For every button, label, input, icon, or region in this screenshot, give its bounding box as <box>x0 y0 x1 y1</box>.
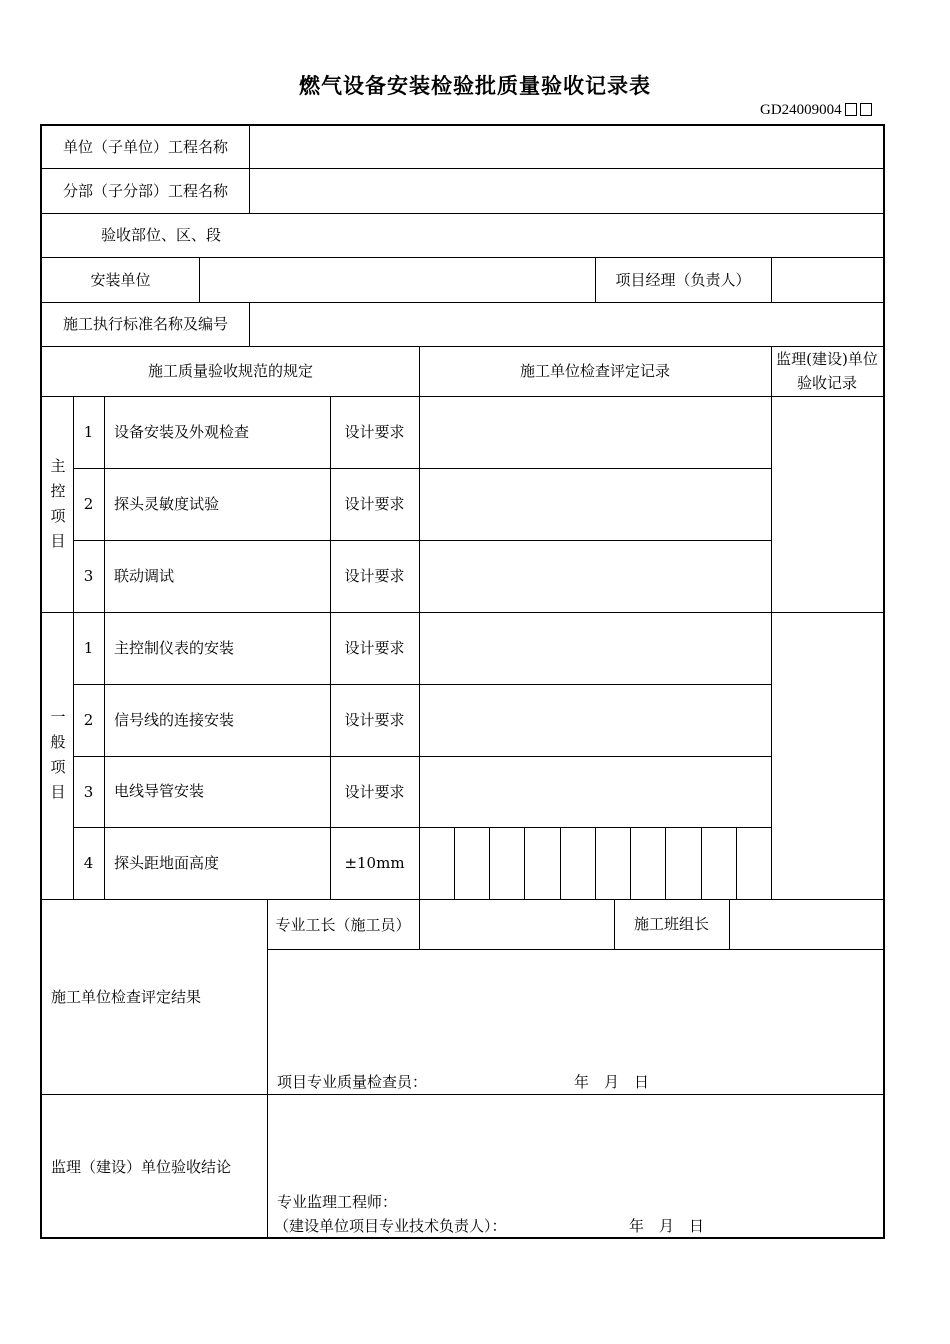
owner-tech-lead-label: （建设单位项目专业技术负责人）： <box>274 1217 507 1235</box>
code-box-1[interactable] <box>845 103 857 116</box>
conclusion-date-label: 年 月 日 <box>629 1217 705 1235</box>
general-item-requirement: 设计要求 <box>344 711 405 729</box>
main-items-group-label <box>43 454 73 554</box>
team-leader-label: 施工班组长 <box>633 915 709 933</box>
form-code-text: GD24009004 <box>760 102 842 118</box>
general-item-no: 1 <box>83 639 94 657</box>
rule <box>560 827 561 899</box>
group-char: 主 <box>50 457 66 475</box>
rule <box>595 827 596 899</box>
main-item-requirement: 设计要求 <box>344 495 405 513</box>
general-item-no: 2 <box>83 711 94 729</box>
main-item-name: 设备安装及外观检查 <box>114 423 250 441</box>
unit-project-name-label: 单位（子单位）工程名称 <box>62 138 228 156</box>
inspection-form-table <box>40 124 885 1239</box>
group-char: 项 <box>50 758 66 776</box>
rule <box>454 827 455 899</box>
foreman-field[interactable] <box>420 900 614 949</box>
rule <box>73 827 771 828</box>
general-item-requirement: 设计要求 <box>344 782 405 801</box>
form-code <box>760 102 872 119</box>
standard-name-label: 施工执行标准名称及编号 <box>62 315 228 333</box>
install-unit-label: 安装单位 <box>90 270 151 289</box>
main-items-supervision-field[interactable] <box>772 397 883 612</box>
main-item-name: 探头灵敏度试验 <box>114 495 220 513</box>
quality-inspector-label: 项目专业质量检查员： <box>277 1073 428 1091</box>
group-char: 项 <box>50 507 66 525</box>
foreman-label: 专业工长（施工员） <box>275 916 411 934</box>
rule <box>736 827 737 899</box>
rule <box>524 827 525 899</box>
spec-column-header: 施工质量验收规范的规定 <box>147 362 313 380</box>
main-items-record-field[interactable] <box>420 397 771 612</box>
rule <box>665 827 666 899</box>
sub-project-name-label: 分部（子分部）工程名称 <box>62 181 228 200</box>
project-manager-label: 项目经理（负责人） <box>615 270 751 289</box>
unit-project-name-field[interactable] <box>250 126 883 168</box>
main-item-name: 联动调试 <box>114 567 175 585</box>
general-item-name: 信号线的连接安装 <box>114 711 235 729</box>
project-manager-field[interactable] <box>772 258 883 302</box>
main-item-no: 2 <box>83 495 94 513</box>
code-box-2[interactable] <box>860 103 872 116</box>
general-items-group-label <box>43 705 73 805</box>
standard-name-field[interactable] <box>250 303 883 346</box>
supervising-engineer-label: 专业监理工程师： <box>277 1193 398 1211</box>
main-item-requirement: 设计要求 <box>344 423 405 441</box>
inspection-date-label: 年 月 日 <box>574 1073 650 1091</box>
general-item-name: 电线导管安装 <box>114 782 205 800</box>
rule <box>701 827 702 899</box>
install-unit-field[interactable] <box>200 258 595 302</box>
main-item-no: 3 <box>83 567 94 585</box>
construction-result-label: 施工单位检查评定结果 <box>51 988 202 1006</box>
general-item-name: 探头距地面高度 <box>114 854 220 872</box>
group-char: 目 <box>50 783 66 801</box>
general-item-requirement: 设计要求 <box>344 639 405 657</box>
rule <box>489 827 490 899</box>
general-item-requirement: ±10mm <box>344 854 405 872</box>
general-item-no: 4 <box>83 854 94 872</box>
group-char: 一 <box>50 708 66 726</box>
main-item-no: 1 <box>83 423 94 441</box>
rule <box>630 827 631 899</box>
inspection-location-label: 验收部位、区、段 <box>100 226 221 244</box>
main-item-requirement: 设计要求 <box>344 567 405 585</box>
group-char: 目 <box>50 532 66 550</box>
general-items-record-field[interactable] <box>420 613 771 827</box>
construction-record-header: 施工单位检查评定记录 <box>519 362 670 380</box>
general-items-supervision-field[interactable] <box>772 613 883 899</box>
supervision-record-header: 监理(建设)单位验收记录 <box>776 350 878 392</box>
general-item-no: 3 <box>83 782 94 801</box>
inspection-location-field[interactable] <box>250 214 883 257</box>
group-char: 般 <box>50 733 66 751</box>
group-char: 控 <box>50 482 66 500</box>
team-leader-field[interactable] <box>730 900 883 949</box>
supervision-conclusion-label: 监理（建设）单位验收结论 <box>51 1158 232 1176</box>
rule <box>104 396 105 899</box>
form-title: 燃气设备安装检验批质量验收记录表 <box>299 74 651 98</box>
general-item-name: 主控制仪表的安装 <box>114 639 235 657</box>
sub-project-name-field[interactable] <box>250 169 883 213</box>
